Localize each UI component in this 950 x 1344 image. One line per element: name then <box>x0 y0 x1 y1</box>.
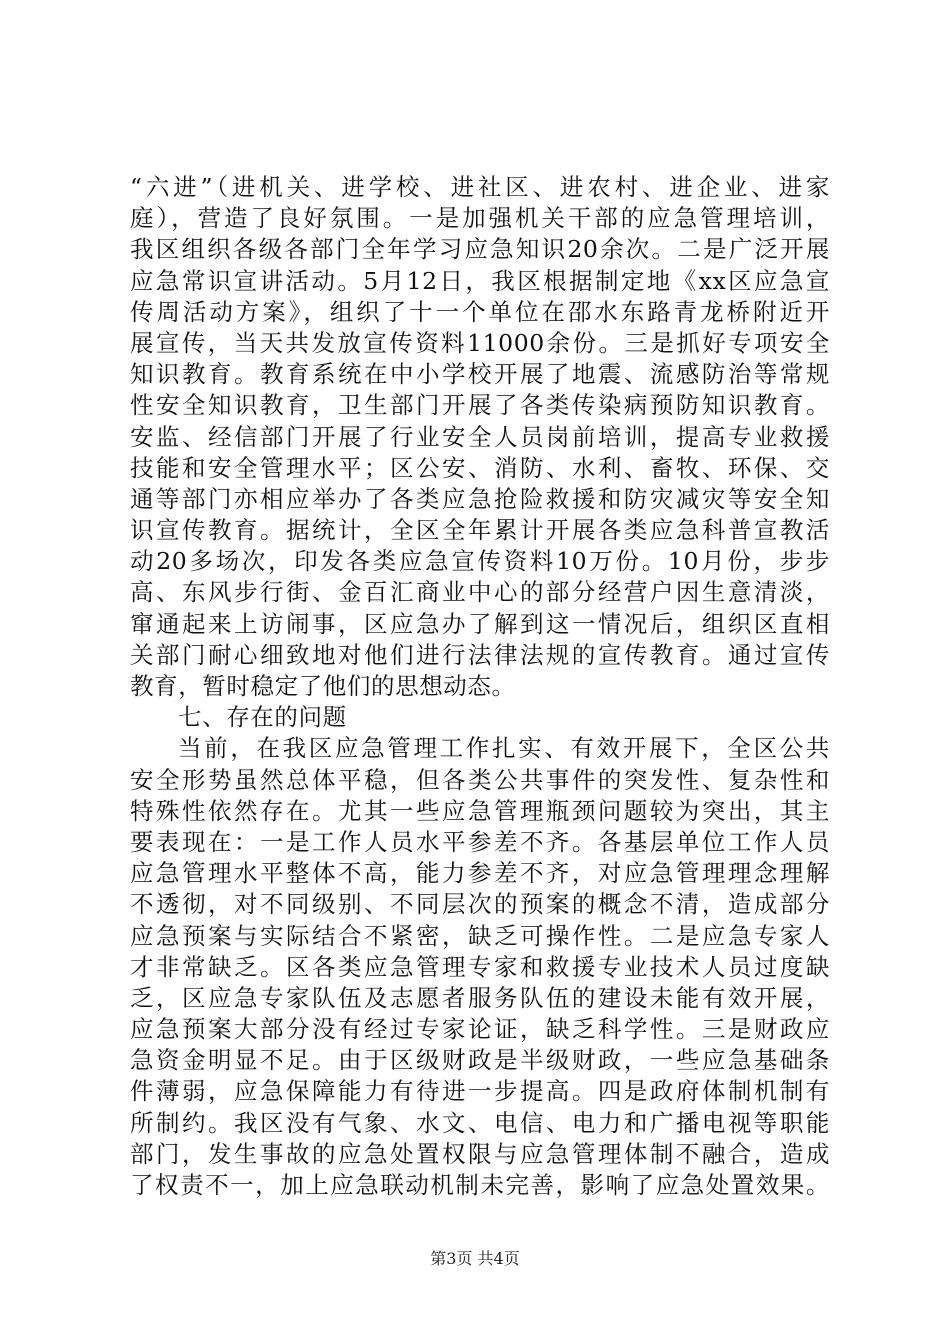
text-line: “六进”（进机关、进学校、进社区、进农村、进企业、进家 <box>130 173 830 201</box>
paragraph-problems <box>130 733 830 1201</box>
text-line: 才非常缺乏。区各类应急管理专家和救援专业技术人员过度缺 <box>130 952 830 981</box>
text-line: 应急常识宣讲活动。5月12日，我区根据制定地《xx区应急宣 <box>130 266 830 295</box>
text-line: 应急预案大部分没有经过专家论证，缺乏科学性。三是财政应 <box>130 1015 830 1044</box>
text-line: 性安全知识教育，卫生部门开展了各类传染病预防知识教育。 <box>130 391 830 420</box>
text-line: 特殊性依然存在。尤其一些应急管理瓶颈问题较为突出，其主 <box>130 796 830 825</box>
text-line: 庭），营造了良好氛围。一是加强机关干部的应急管理培训， <box>130 204 830 233</box>
text-line: 乏，区应急专家队伍及志愿者服务队伍的建设未能有效开展， <box>130 983 830 1012</box>
text-line: 件薄弱，应急保障能力有待进一步提高。四是政府体制机制有 <box>130 1077 830 1106</box>
text-line: 当前，在我区应急管理工作扎实、有效开展下，全区公共 <box>178 734 830 763</box>
text-line: 动20多场次，印发各类应急宣传资料10万份。10月份，步步 <box>130 547 830 576</box>
text-line: 部门，发生事故的应急处置权限与应急管理体制不融合，造成 <box>130 1139 830 1168</box>
text-line: 教育，暂时稳定了他们的思想动态。 <box>130 672 516 700</box>
text-line: 传周活动方案》，组织了十一个单位在邵水东路青龙桥附近开 <box>130 297 830 326</box>
text-line: 通等部门亦相应举办了各类应急抢险救援和防灾减灾等安全知 <box>130 484 830 513</box>
text-line: 所制约。我区没有气象、水文、电信、电力和广播电视等职能 <box>130 1108 830 1137</box>
text-line: 窜通起来上访闹事，区应急办了解到这一情况后，组织区直相 <box>130 609 830 638</box>
text-line: 高、东风步行街、金百汇商业中心的部分经营户因生意清淡， <box>130 578 830 607</box>
text-line: 不透彻，对不同级别、不同层次的预案的概念不清，造成部分 <box>130 890 830 919</box>
text-line: 了权责不一，加上应急联动机制未完善，影响了应急处置效果。 <box>130 1171 830 1199</box>
text-line: 关部门耐心细致地对他们进行法律法规的宣传教育。通过宣传 <box>130 640 830 669</box>
paragraph-outreach <box>130 172 830 702</box>
text-line: 应急预案与实际结合不紧密，缺乏可操作性。二是应急专家人 <box>130 921 830 950</box>
text-line: 安监、经信部门开展了行业安全人员岗前培训，提高专业救援 <box>130 422 830 451</box>
text-line: 技能和安全管理水平；区公安、消防、水利、畜牧、环保、交 <box>130 453 830 482</box>
text-line: 应急管理水平整体不高，能力参差不齐，对应急管理理念理解 <box>130 859 830 888</box>
text-line: 识宣传教育。据统计，全区全年累计开展各类应急科普宣教活 <box>130 516 830 545</box>
text-line: 安全形势虽然总体平稳，但各类公共事件的突发性、复杂性和 <box>130 765 830 794</box>
document-body <box>130 172 830 1201</box>
text-line: 展宣传，当天共发放宣传资料11000余份。三是抓好专项安全 <box>130 328 830 357</box>
section-heading: 七、存在的问题 <box>178 703 347 732</box>
text-line: 急资金明显不足。由于区级财政是半级财政，一些应急基础条 <box>130 1046 830 1075</box>
text-line: 我区组织各级各部门全年学习应急知识20余次。二是广泛开展 <box>130 235 830 264</box>
page-number-footer: 第3页 共4页 <box>430 1249 520 1268</box>
text-line: 要表现在：一是工作人员水平参差不齐。各基层单位工作人员 <box>130 827 830 856</box>
text-line: 知识教育。教育系统在中小学校开展了地震、流感防治等常规 <box>130 360 830 389</box>
